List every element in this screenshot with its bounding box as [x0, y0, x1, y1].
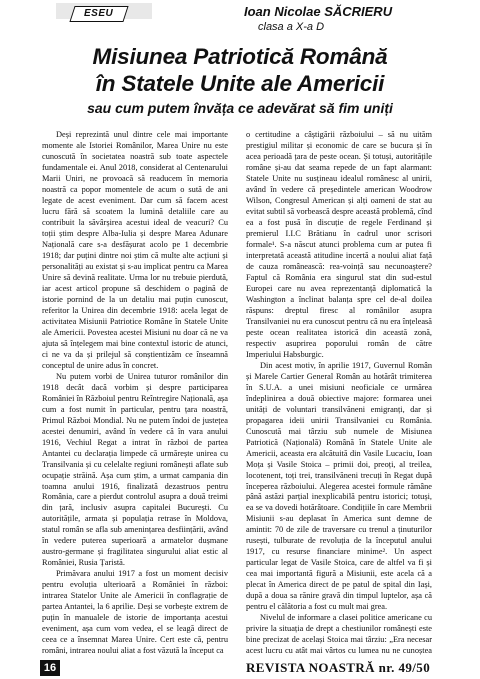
- section-label: ESEU: [69, 6, 128, 22]
- paragraph: Nu putem vorbi de Unirea tuturor românilor din 1918 decât dacă vorbim și despre participarea României în Războiul pentru Reîntregire Națională, așa cum a fost numit în particular, pentru țara noastră, Primul Război Mondial. Nu ne putem îndoi de justețea acestei denumiri, având în vedere că în vara anului 1916, Vechiul Regat a intrat în război de partea Antantei cu declarația limpede că urmărește unirea cu Transilvania și cu celelalte regiuni românești aflate sub ocupație străină. Așa cum știm, a urmat campania din toamna anului 1916, finalizată dezastruos pentru România, care a pierdut controlul asupra a două treimi din țară, inclusiv asupra capitalei București. Cu autoritățile, armata și populația retrase în Moldova, statul român se afla sub amenințarea desființării, având în vedere puterea superioară a armatelor dușmane austro-germane și fragilitatea singurului aliat estic al României, Rusia Țaristă.: [42, 371, 228, 568]
- article-title-line-2: în Statele Unite ale Americii: [95, 71, 385, 96]
- left-column: [42, 130, 228, 658]
- magazine-issue: REVISTA NOASTRĂ nr. 49/50: [246, 660, 431, 675]
- paragraph: o certitudine a câștigării războiului – să nu uităm prestigiul militar și economic de care se bucura și în acea perioadă țara de peste ocean. Și totuși, autoritățile române și-au dat seama repede de un fapt alarmant: Statele Unite nu susțineau idealul românesc al unirii, având în vedere că președintele american Woodrow Wilson, Congresul American și alți oameni de stat au evitat subtil să vorbească despre această problemă, cînd ea a fost pusă în discuție de regele Ferdinand și premierul I.I.C Brătianu în cadrul unor scrisori formale¹. S-a născut atunci problema cum ar putea fi interpretată această atitudine incertă a noului aliat față de cauza românească: rea-voință sau necunoaștere? Faptul că România era singurul stat din sud-estul Europei care nu avea reprezentanță diplomatică la Washington a înclinat balanța spre cel de-al doilea răspuns: dreptul firesc al românilor asupra Transilvaniei nu era cunoscut pentru că nu era înțeleasă peste ocean realitatea istorică din această zonă, respectiv asuprirea poporului român de către Imperiului Habsburgic.: [246, 130, 432, 359]
- article-title-line-1: Misiunea Patriotică Română: [92, 44, 388, 69]
- paragraph: Nivelul de informare a clasei politice americane cu privire la situația de drept a chestiunilor românești este bine precizat de același Stoica mai târziu: „Era necesar acest lucru cu atât mai vârtos cu lumea nu ne cunoștea: [246, 613, 432, 656]
- author-name: Ioan Nicolae SĂCRIERU: [244, 4, 393, 19]
- paragraph: Din acest motiv, în aprilie 1917, Guvernul Român și Marele Cartier General Român au hotărât trimiterea în S.U.A. a unei misiuni neoficiale ce urmărea îndeplinirea a două obiective majore: formarea unei unități de voluntari transilvăneni emigranți, dar și propagarea ideii unirii Transilvaniei cu România. Cunoscută mai târziu sub numele de Misiunea Patriotică (Națională) Română în Statele Unite ale Americii, aceasta era alcătuită din Vasile Lucaciu, Ioan Moța și Vasile Stoica – primii doi, preoți, al treilea, locotenent, toți trei, transilvăneni trecuți în Regat după începerea războiului. Alegerea acestei formule rămâne până astăzi parțial inexplicabilă pentru istorici; totuși, ea se va dovedi hotărâtoare. Condițiile în care Membrii Misiunii s-au deplasat în America sunt demne de amintit: 70 de zile de traversare cu trenul a ținuturilor rusești, tulburate de revoluția de la începutul anului 1917, cu resurse financiare minime². Un aspect particular legat de Vasile Stoica, care de altfel va fi și cea mai importantă figură a Misiunii, este acela că a plecat în America direct de pe patul de spital din Iași, după a doua sa rănire gravă din timpul luptelor, așa că pentru el călătoria a fost cu mult mai grea.: [246, 360, 432, 612]
- paragraph: Primăvara anului 1917 a fost un moment decisiv pentru evoluția ulterioară a României în război: intrarea Statelor Unite ale Americii în conflagrație de partea Antantei, la 6 aprilie. Deși se vorbește extrem de puțin în manualele de istorie de importanța acestui eveniment, așa cum vom vedea, el se leagă direct de ceea ce a însemnat Marea Unire. Cert este că, pentru români, intrarea noului aliat a fost văzută la început ca: [42, 569, 228, 656]
- right-column: [246, 130, 432, 658]
- article-subtitle: sau cum putem învăța ce adevărat să fim uniți: [87, 100, 393, 116]
- paragraph: Deși reprezintă unul dintre cele mai importante momente ale Istoriei Românilor, Marea Unire nu este cunoscută în societatea noastră sub toate aspectele fundamentale ei. Anul 2018, considerat al Centenarului Marii Uniri, ne provoacă să readucem în memoria noastră ca popor momentele de acum o sută de ani legate de acest eveniment. Dar cum să facem acest lucru fără să scoatem la lumină detaliile care au contribuit la săvârșirea acestui ideal de veacuri? Cu toții știm despre Alba-Iulia și despre Marea Adunare Națională care s-a desfășurat acolo pe 1 decembrie 1918; dar puțini dintre noi știm că multe alte acțiuni și personalități au existat și s-au implicat pentru ca Marea Unire să devină realitate. Urma lor nu trebuie pierdută, iar acest articol propune să deschidem o pagină de istorie pornind de la un detaliu mai puțin cunoscut, referitor la Unirea din decembrie 1918: acela legat de activitatea Misiunii Patriotice Române în Statele Unite ale Americii. Povestea acestei Misiuni nu doar că ne va ajuta să înțelegem mai bine contextul istoric de atunci, ci ne va da și prilejul să conștientizăm ce înseamnă conceptul de unire adus în concret.: [42, 130, 228, 370]
- author-class: clasa a X-a D: [258, 21, 325, 33]
- page-number: 16: [40, 660, 60, 676]
